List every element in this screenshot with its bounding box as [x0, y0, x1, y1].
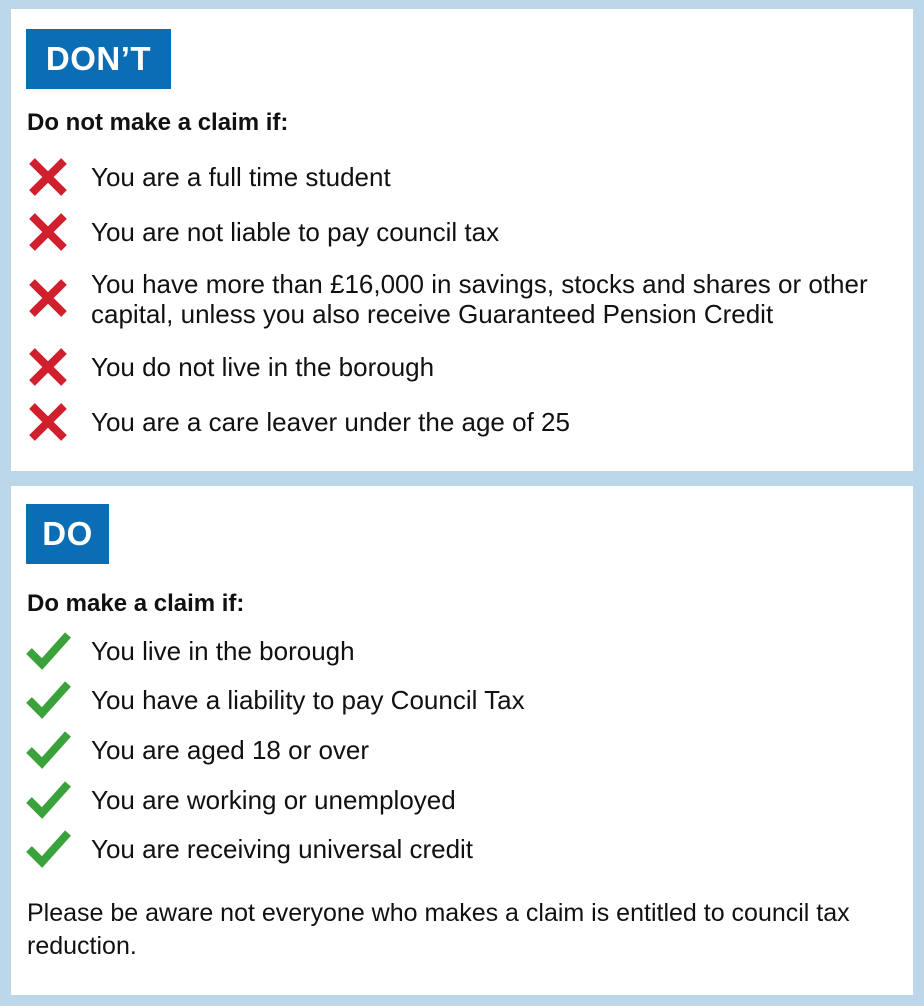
dont-item-text: You are a care leaver under the age of 25	[91, 407, 570, 437]
do-badge: DO	[26, 504, 109, 564]
dont-badge: DON’T	[26, 29, 171, 89]
disclaimer-note: Please be aware not everyone who makes a claim is entitled to council tax reduction.	[27, 899, 850, 960]
do-heading: Do make a claim if:	[27, 590, 245, 617]
dont-item-text: You are a full time student	[91, 162, 391, 192]
cross-icon	[24, 398, 72, 446]
check-icon	[24, 724, 72, 772]
dont-heading: Do not make a claim if:	[27, 109, 289, 136]
do-item-text: You are receiving universal credit	[91, 834, 474, 864]
cross-icon	[24, 208, 72, 256]
do-item-text: You are aged 18 or over	[91, 735, 370, 765]
do-item-text: You have a liability to pay Council Tax	[91, 685, 525, 715]
check-icon	[24, 625, 72, 673]
dont-item-text: You do not live in the borough	[91, 352, 435, 382]
cross-icon	[24, 153, 72, 201]
do-item-text: You are working or unemployed	[91, 785, 456, 815]
do-panel	[11, 486, 913, 995]
dont-panel	[11, 9, 913, 471]
check-icon	[24, 823, 72, 871]
do-item-text: You live in the borough	[91, 636, 355, 666]
check-icon	[24, 774, 72, 822]
check-icon	[24, 674, 72, 722]
dont-item-text: You have more than £16,000 in savings, stocks and shares or other capital, unless you also receive Guaranteed Pension Credit	[91, 269, 868, 329]
cross-icon	[24, 343, 72, 391]
cross-icon	[24, 274, 72, 322]
dont-item-text: You are not liable to pay council tax	[91, 217, 500, 247]
